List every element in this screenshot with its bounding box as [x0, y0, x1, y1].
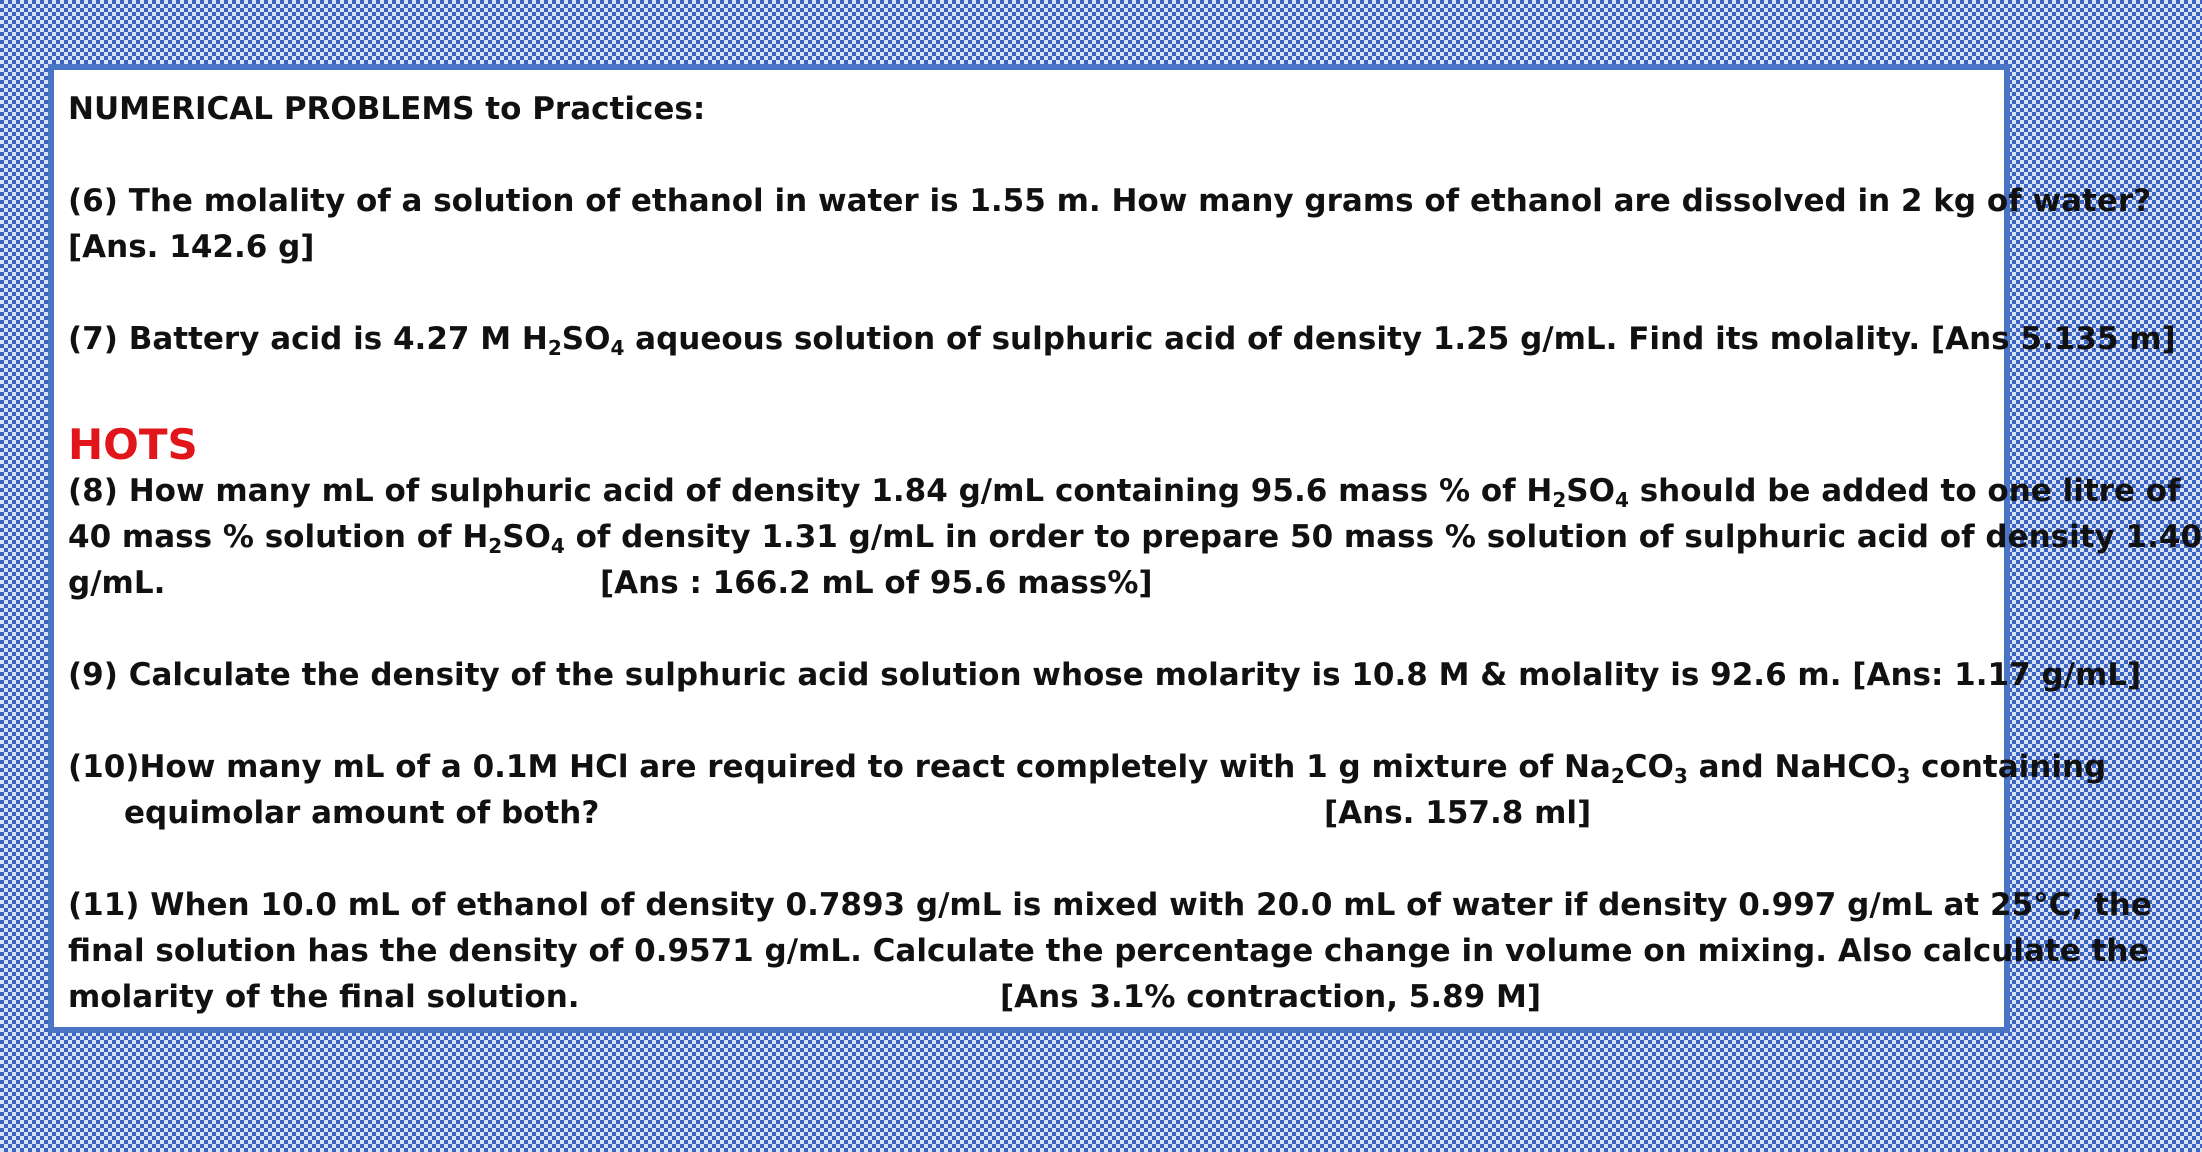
question-6-answer: [Ans. 142.6 g]	[68, 229, 315, 265]
slide-frame	[48, 64, 2202, 1033]
question-7	[68, 316, 2176, 362]
question-11-answer: [Ans 3.1% contraction, 5.89 M]	[1000, 979, 1542, 1015]
question-7-text: (7) Battery acid is 4.27 M $H_2SO_4$ aqueous solution of sulphuric acid of density 1.25 g/mL. Find its molality. [Ans 5.135 m]	[68, 321, 2176, 360]
question-8-line-1: (8) How many mL of sulphuric acid of density 1.84 g/mL containing 95.6 mass % of $H_2SO_4$ should be added to one litre of	[68, 473, 2181, 512]
question-8-line-3	[68, 560, 1990, 606]
question-11-line-1: (11) When 10.0 mL of ethanol of density 0.7893 g/mL is mixed with 20.0 mL of water if density 0.997 g/mL at 25°C, the	[68, 887, 2152, 923]
question-10-line-1: (10)How many mL of a 0.1M HCl are required to react completely with 1 g mixture of $Na_2CO_3$ and NaHCO$_3$ containing	[68, 749, 2107, 788]
question-8-answer: [Ans : 166.2 mL of 95.6 mass%]	[600, 565, 1153, 601]
question-6	[68, 178, 2152, 270]
hots-heading: HOTS	[68, 420, 198, 469]
slide-content	[68, 86, 2202, 1017]
question-11-line-3-text: molarity of the final solution.	[68, 979, 580, 1015]
question-10-line-2	[68, 790, 1990, 836]
question-9-text: (9) Calculate the density of the sulphuric acid solution whose molarity is 10.8 M & molality is 92.6 m. [Ans: 1.17 g/mL]	[68, 657, 2142, 693]
slide-heading: NUMERICAL PROBLEMS to Practices:	[68, 91, 706, 127]
question-10-line-2-text: equimolar amount of both?	[124, 795, 600, 831]
question-8-line-2: 40 mass % solution of $H_2SO_4$ of density 1.31 g/mL in order to prepare 50 mass % solution of sulphuric acid of density 1.40	[68, 519, 2202, 558]
question-6-text: (6) The molality of a solution of ethanol in water is 1.55 m. How many grams of ethanol are dissolved in 2 kg of water?	[68, 183, 2152, 219]
question-11-line-2: final solution has the density of 0.9571 g/mL. Calculate the percentage change in volume on mixing. Also calculate the	[68, 933, 2150, 969]
question-8	[68, 468, 2202, 606]
question-11-line-3	[68, 974, 1990, 1020]
question-9	[68, 652, 2142, 698]
question-10	[68, 744, 2107, 836]
question-8-line-3-text: g/mL.	[68, 565, 166, 601]
question-10-answer: [Ans. 157.8 ml]	[1324, 795, 1592, 831]
question-11	[68, 882, 2152, 1020]
